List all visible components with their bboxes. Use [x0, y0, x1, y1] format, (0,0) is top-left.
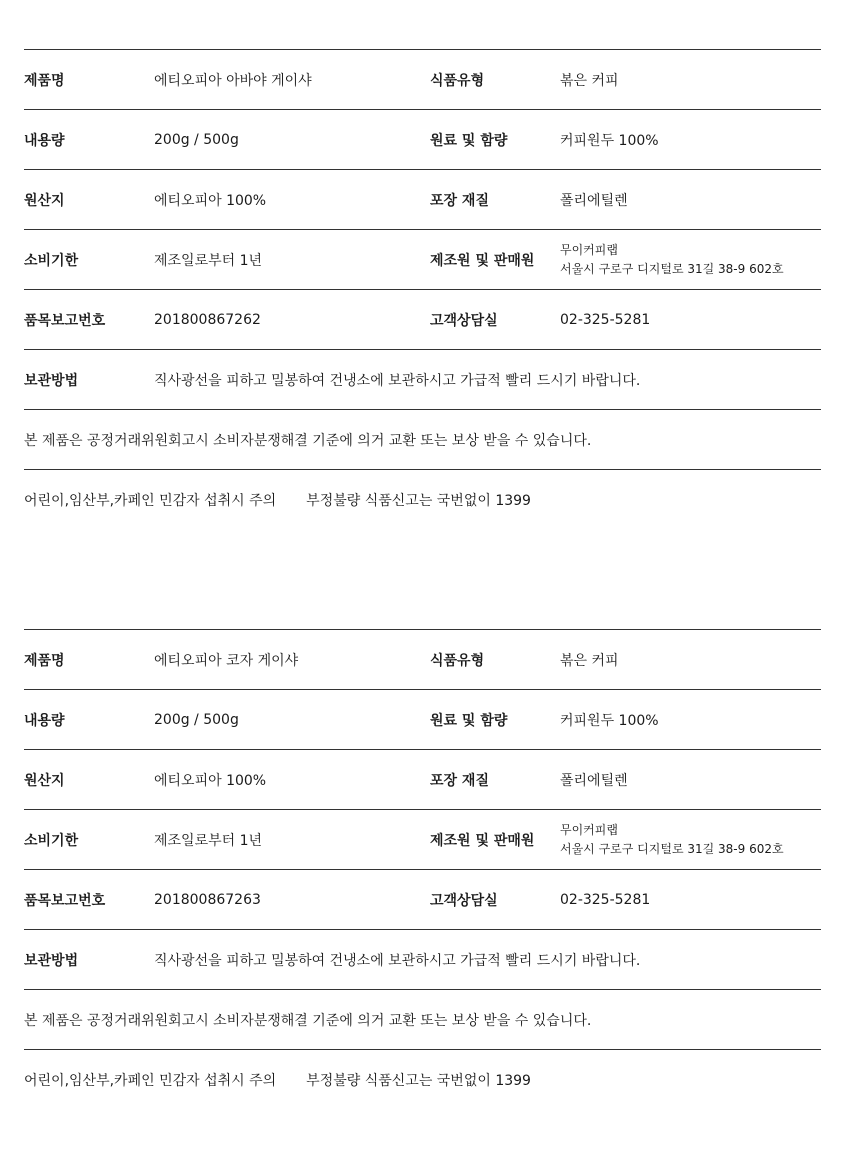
package-label: 포장 재질 — [430, 772, 489, 789]
customer-service-label: 고객상담실 — [430, 892, 498, 909]
product-name-value: 에티오피아 코자 게이샤 — [154, 652, 299, 669]
package-value: 폴리에틸렌 — [560, 192, 628, 209]
origin-value: 에티오피아 100% — [154, 772, 267, 789]
food-type-label: 식품유형 — [430, 72, 485, 89]
product-info-table-1 — [24, 49, 821, 529]
customer-service-value: 02-325-5281 — [560, 311, 651, 328]
maker-name: 무이커피랩 — [560, 242, 618, 257]
product-name-label: 제품명 — [24, 652, 65, 669]
table-row — [24, 930, 821, 990]
table-row — [24, 350, 821, 410]
ingredient-value: 커피원두 100% — [560, 132, 659, 149]
storage-value: 직사광선을 피하고 밀봉하여 건냉소에 보관하시고 가급적 빨리 드시기 바랍니다. — [154, 372, 641, 389]
table-row — [24, 810, 821, 870]
storage-value: 직사광선을 피하고 밀봉하여 건냉소에 보관하시고 가급적 빨리 드시기 바랍니다. — [154, 952, 641, 969]
exchange-notice: 본 제품은 공정거래위원회고시 소비자분쟁해결 기준에 의거 교환 또는 보상 받을 수 있습니다. — [24, 432, 592, 449]
food-type-value: 볶은 커피 — [560, 72, 619, 89]
maker-label: 제조원 및 판매원 — [430, 832, 535, 849]
report-call-text: 부정불량 식품신고는 국번없이 1399 — [306, 1072, 531, 1089]
customer-service-value: 02-325-5281 — [560, 891, 651, 908]
maker-label: 제조원 및 판매원 — [430, 252, 535, 269]
volume-label: 내용량 — [24, 712, 65, 729]
volume-label: 내용량 — [24, 132, 65, 149]
ingredient-value: 커피원두 100% — [560, 712, 659, 729]
ingredient-label: 원료 및 함량 — [430, 132, 508, 149]
report-number-label: 품목보고번호 — [24, 892, 106, 909]
maker-address: 서울시 구로구 디지털로 31길 38-9 602호 — [560, 841, 784, 856]
food-type-label: 식품유형 — [430, 652, 485, 669]
table-row — [24, 690, 821, 750]
maker-value — [560, 230, 784, 289]
package-value: 폴리에틸렌 — [560, 772, 628, 789]
storage-label: 보관방법 — [24, 372, 79, 389]
package-label: 포장 재질 — [430, 192, 489, 209]
caution-text: 어린이,임산부,카페인 민감자 섭취시 주의 — [24, 492, 277, 509]
expiry-label: 소비기한 — [24, 832, 79, 849]
customer-service-label: 고객상담실 — [430, 312, 498, 329]
table-row — [24, 990, 821, 1050]
table-row — [24, 290, 821, 350]
maker-address: 서울시 구로구 디지털로 31길 38-9 602호 — [560, 261, 784, 276]
table-row — [24, 870, 821, 930]
maker-name: 무이커피랩 — [560, 822, 618, 837]
table-row — [24, 170, 821, 230]
caution-text: 어린이,임산부,카페인 민감자 섭취시 주의 — [24, 1072, 277, 1089]
caution-line — [24, 1050, 531, 1109]
report-number-value: 201800867263 — [154, 891, 261, 908]
origin-value: 에티오피아 100% — [154, 192, 267, 209]
table-row — [24, 1050, 821, 1109]
expiry-value: 제조일로부터 1년 — [154, 832, 263, 849]
table-row — [24, 470, 821, 529]
caution-line — [24, 470, 531, 529]
volume-value: 200g / 500g — [154, 131, 239, 148]
volume-value: 200g / 500g — [154, 711, 239, 728]
ingredient-label: 원료 및 함량 — [430, 712, 508, 729]
exchange-notice: 본 제품은 공정거래위원회고시 소비자분쟁해결 기준에 의거 교환 또는 보상 받을 수 있습니다. — [24, 1012, 592, 1029]
food-type-value: 볶은 커피 — [560, 652, 619, 669]
expiry-value: 제조일로부터 1년 — [154, 252, 263, 269]
table-row — [24, 630, 821, 690]
origin-label: 원산지 — [24, 772, 65, 789]
storage-label: 보관방법 — [24, 952, 79, 969]
table-row — [24, 50, 821, 110]
report-number-label: 품목보고번호 — [24, 312, 106, 329]
table-row — [24, 230, 821, 290]
product-name-label: 제품명 — [24, 72, 65, 89]
table-row — [24, 110, 821, 170]
table-row — [24, 410, 821, 470]
report-call-text: 부정불량 식품신고는 국번없이 1399 — [306, 492, 531, 509]
maker-value — [560, 810, 784, 869]
report-number-value: 201800867262 — [154, 311, 261, 328]
product-name-value: 에티오피아 아바야 게이샤 — [154, 72, 312, 89]
product-info-table-2 — [24, 629, 821, 1109]
expiry-label: 소비기한 — [24, 252, 79, 269]
table-row — [24, 750, 821, 810]
origin-label: 원산지 — [24, 192, 65, 209]
